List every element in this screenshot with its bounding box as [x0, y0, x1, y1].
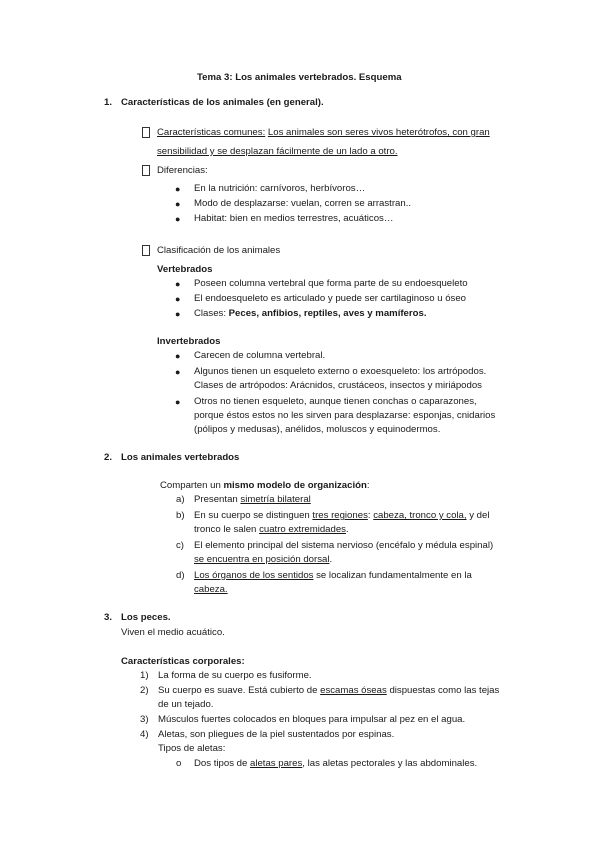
item-b-u2: cabeza, tronco y cola,	[373, 510, 467, 521]
intro-pre: Comparten un	[160, 480, 224, 491]
item-b-mid: :	[367, 510, 374, 521]
invertebrados-item: Otros no tienen esqueleto, aunque tienen conchas o caparazones,	[194, 396, 477, 407]
section-3-heading: Los peces.	[121, 612, 171, 623]
bullet-icon: ●	[175, 294, 181, 304]
item-c-cont	[194, 554, 332, 566]
item-b-u1: tres regiones	[312, 510, 368, 521]
tipos-item	[194, 758, 477, 770]
diferencias-label: Diferencias:	[157, 165, 208, 176]
item-c-label: c)	[176, 540, 184, 551]
item-3: Músculos fuertes colocados en bloques para impulsar al pez en el agua.	[158, 714, 466, 725]
tipos-u: aletas pares	[250, 758, 303, 769]
tipos-pre: Dos tipos de	[194, 758, 250, 769]
item-b-cont	[194, 524, 349, 536]
checkbox-bullet-icon	[142, 165, 150, 178]
vertebrados-item: Poseen columna vertebral que forma parte de su endoesqueleto	[194, 278, 468, 289]
item-2-cont: de un tejado.	[158, 699, 214, 710]
bullet-icon: ●	[175, 184, 181, 194]
vertebrados-item: El endoesqueleto es articulado y puede ser cartilaginoso u óseo	[194, 293, 467, 304]
clasificacion-label: Clasificación de los animales	[157, 245, 281, 256]
item-a-label: a)	[176, 494, 185, 505]
item-c: El elemento principal del sistema nervioso (encéfalo y médula espinal)	[194, 540, 494, 551]
bullet-icon: ●	[175, 351, 181, 361]
item-1-label: 1)	[140, 670, 149, 681]
diferencia-item: Habitat: bien en medios terrestres, acuáticos…	[194, 213, 394, 224]
vertebrados-clases-label: Clases:	[194, 308, 229, 319]
item-3-label: 3)	[140, 714, 149, 725]
item-4-label: 4)	[140, 729, 149, 740]
diferencia-item: En la nutrición: carnívoros, herbívoros…	[194, 183, 366, 194]
bullet-icon: ●	[175, 279, 181, 289]
item-4: Aletas, son pliegues de la piel sustentados por espinas.	[158, 729, 395, 740]
item-d-cont: cabeza.	[194, 584, 228, 595]
item-d-post: se localizan fundamentalmente en la	[313, 570, 472, 581]
item-b-l2-post: .	[345, 524, 349, 535]
item-b	[194, 510, 489, 522]
tipos-post: , las aletas pectorales y las abdominales.	[302, 758, 478, 769]
item-a-pre: Presentan	[194, 494, 241, 505]
intro-bold: mismo modelo de organización	[223, 480, 367, 491]
item-1: La forma de su cuerpo es fusiforme.	[158, 670, 312, 681]
item-c-post: .	[329, 554, 333, 565]
intro-post: :	[366, 480, 370, 491]
bullet-icon: ●	[175, 199, 181, 209]
comunes-text-1: Los animales son seres vivos heterótrofos, con gran	[267, 127, 490, 138]
section-1-heading: Características de los animales (en general).	[121, 97, 324, 108]
item-2-post: dispuestas como las tejas	[386, 685, 500, 696]
section-2-heading: Los animales vertebrados	[121, 452, 240, 463]
bullet-icon: ●	[175, 397, 181, 407]
item-2-u: escamas óseas	[320, 685, 387, 696]
item-d	[194, 570, 472, 582]
section-3-sub: Viven el medio acuático.	[121, 627, 225, 638]
item-c-u: se encuentra en posición dorsal	[194, 554, 330, 565]
vertebrados-heading: Vertebrados	[157, 264, 213, 275]
checkbox-bullet-icon	[142, 245, 150, 258]
invertebrados-item-cont: porque éstos estos no les sirven para desplazarse: esponjas, cnidarios	[194, 410, 496, 421]
invertebrados-item-cont: (pólipos y medusas), anélidos, moluscos y equinodermos.	[194, 424, 441, 435]
page-title: Tema 3: Los animales vertebrados. Esquema	[197, 72, 402, 83]
bullet-icon: ●	[175, 309, 181, 319]
invertebrados-item-cont: Clases de artrópodos: Arácnidos, crustáceos, insectos y miriápodos	[194, 380, 482, 391]
item-d-u: Los órganos de los sentidos	[194, 570, 314, 581]
item-b-label: b)	[176, 510, 185, 521]
checkbox-bullet-icon	[142, 127, 150, 140]
corporales-heading: Características corporales:	[121, 656, 245, 667]
sub-bullet-icon: o	[176, 758, 182, 769]
diferencia-item: Modo de desplazarse: vuelan, corren se arrastran..	[194, 198, 412, 209]
item-d-label: d)	[176, 570, 185, 581]
invertebrados-item: Algunos tienen un esqueleto externo o exoesqueleto: los artrópodos.	[194, 366, 487, 377]
section-3-number: 3.	[104, 612, 113, 623]
item-2-pre: Su cuerpo es suave. Está cubierto de	[158, 685, 321, 696]
item-b-post: y del	[466, 510, 490, 521]
comunes-label: Características comunes:	[157, 127, 266, 138]
section-1-number: 1.	[104, 97, 113, 108]
bullet-icon: ●	[175, 367, 181, 377]
bullet-icon: ●	[175, 214, 181, 224]
item-b-pre: En su cuerpo se distinguen	[194, 510, 313, 521]
comunes-line-1	[157, 127, 490, 139]
vertebrados-clases	[194, 308, 427, 320]
organizacion-intro	[160, 480, 370, 492]
item-b-l2-pre: tronco le salen	[194, 524, 260, 535]
item-a-u: simetría bilateral	[240, 494, 311, 505]
item-2	[158, 685, 499, 697]
item-b-l2-u: cuatro extremidades	[259, 524, 346, 535]
invertebrados-heading: Invertebrados	[157, 336, 221, 347]
comunes-text-2: sensibilidad y se desplazan fácilmente de un lado a otro.	[157, 146, 398, 157]
tipos-label: Tipos de aletas:	[158, 743, 226, 754]
vertebrados-clases-list: Peces, anfibios, reptiles, aves y mamíferos.	[228, 308, 427, 319]
invertebrados-item: Carecen de columna vertebral.	[194, 350, 326, 361]
item-a	[194, 494, 311, 506]
section-2-number: 2.	[104, 452, 113, 463]
item-2-label: 2)	[140, 685, 149, 696]
